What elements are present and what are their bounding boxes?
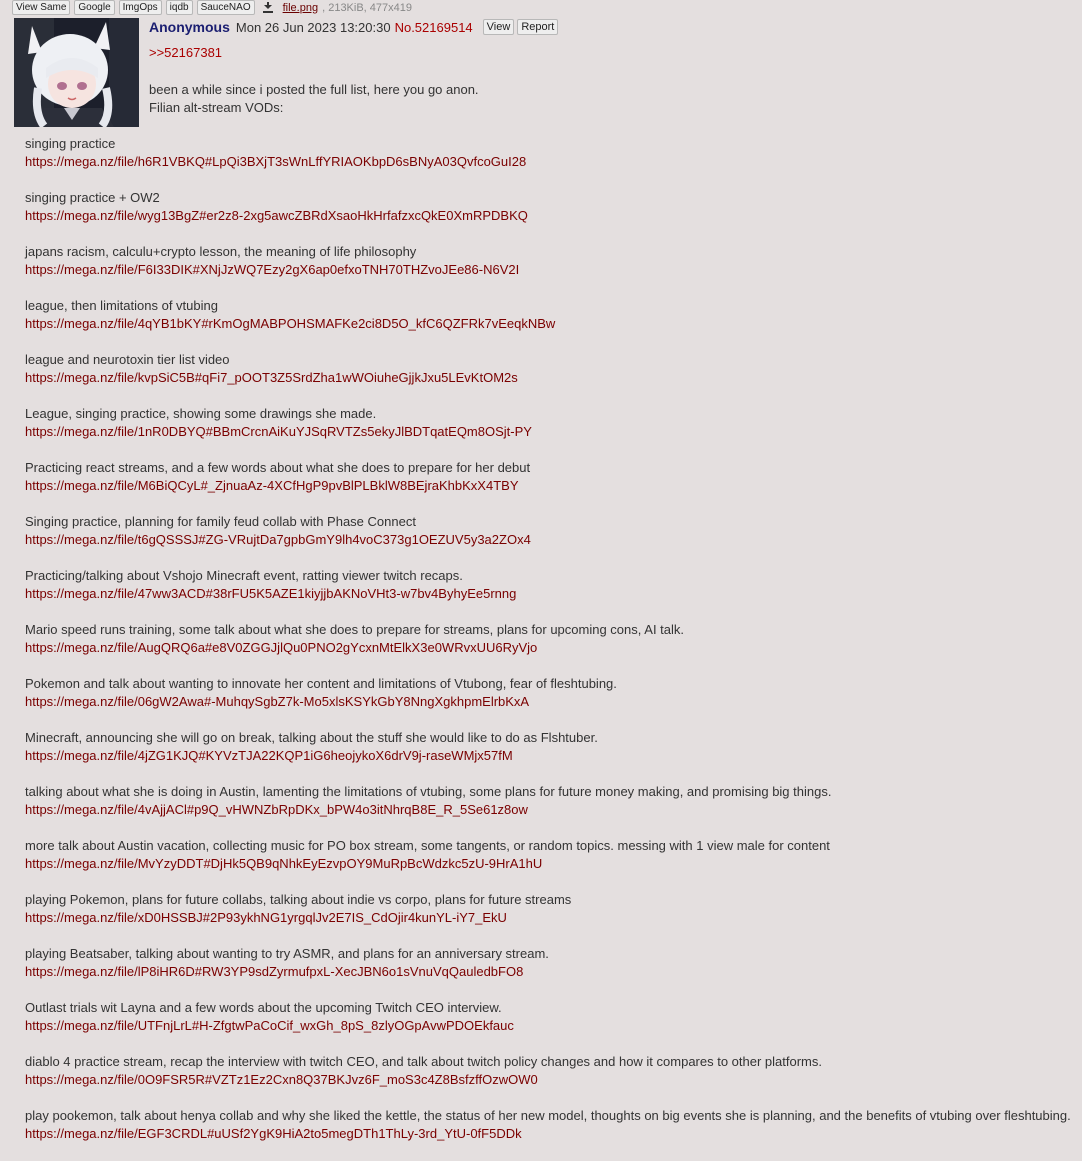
vod-description: Outlast trials wit Layna and a few words about the upcoming Twitch CEO interview. <box>25 1000 502 1015</box>
list-item <box>25 1053 1080 1107</box>
vod-description: more talk about Austin vacation, collecting music for PO box stream, some tangents, or random topics. messing with 1 view male for content <box>25 838 830 853</box>
list-item <box>25 891 1080 945</box>
vod-description: Singing practice, planning for family feud collab with Phase Connect <box>25 514 416 529</box>
vod-description: japans racism, calculu+crypto lesson, the meaning of life philosophy <box>25 244 417 259</box>
vod-link[interactable]: https://mega.nz/file/47ww3ACD#38rFU5K5AZE1kiyjjbAKNoVHt3-w7bv4ByhyEe5rnng <box>25 586 517 601</box>
post-date: Mon 26 Jun 2023 13:20:30 <box>235 19 391 35</box>
list-item <box>25 837 1080 891</box>
vod-description: league and neurotoxin tier list video <box>25 352 230 367</box>
imgops-button[interactable]: ImgOps <box>119 0 162 15</box>
file-meta: , 213KiB, 477x419 <box>322 1 412 14</box>
view-same-button[interactable]: View Same <box>12 0 70 15</box>
list-item <box>25 513 1080 567</box>
vod-description: play pookemon, talk about henya collab and why she liked the kettle, the status of her new model, thoughts on big events she is planning, and the benefits of vtubing over fleshtubing. <box>25 1108 1071 1123</box>
file-name-link[interactable]: file.png <box>282 1 319 14</box>
intro-line: Filian alt-stream VODs: <box>149 100 284 115</box>
post-intro <box>149 81 479 117</box>
vod-description: league, then limitations of vtubing <box>25 298 218 313</box>
list-item <box>25 189 1080 243</box>
report-button[interactable]: Report <box>517 19 558 35</box>
list-item <box>25 675 1080 729</box>
list-item <box>25 135 1080 189</box>
list-item <box>25 1107 1080 1161</box>
vod-description: Practicing/talking about Vshojo Minecraft event, ratting viewer twitch recaps. <box>25 568 463 583</box>
vod-link[interactable]: https://mega.nz/file/06gW2Awa#-MuhqySgbZ7k-Mo5xlsKSYkGbY8NngXgkhpmElrbKxA <box>25 694 530 709</box>
vod-description: Mario speed runs training, some talk about what she does to prepare for streams, plans for upcoming cons, AI talk. <box>25 622 685 637</box>
list-item <box>25 351 1080 405</box>
iqdb-button[interactable]: iqdb <box>166 0 193 15</box>
vod-link[interactable]: https://mega.nz/file/EGF3CRDL#uUSf2YgK9HiA2to5megDTh1ThLy-3rd_YtU-0fF5DDk <box>25 1126 522 1141</box>
list-item <box>25 945 1080 999</box>
anime-girl-thumbnail-icon <box>14 18 139 127</box>
vod-description: Practicing react streams, and a few words about what she does to prepare for her debut <box>25 460 531 475</box>
google-button[interactable]: Google <box>74 0 114 15</box>
list-item <box>25 459 1080 513</box>
post-number[interactable]: No.52169514 <box>394 19 473 35</box>
list-item <box>25 999 1080 1053</box>
vod-description: League, singing practice, showing some drawings she made. <box>25 406 377 421</box>
vod-link[interactable]: https://mega.nz/file/h6R1VBKQ#LpQi3BXjT3sWnLffYRIAOKbpD6sBNyA03QvfcoGuI28 <box>25 154 527 169</box>
list-item <box>25 297 1080 351</box>
post-thumbnail[interactable] <box>14 18 139 127</box>
vod-list <box>25 135 1080 1161</box>
quote-link[interactable]: >>52167381 <box>149 45 223 60</box>
list-item <box>25 405 1080 459</box>
vod-link[interactable]: https://mega.nz/file/t6gQSSSJ#ZG-VRujtDa7gpbGmY9lh4voC373g1OEZUV5y3a2ZOx4 <box>25 532 531 547</box>
post-header <box>149 19 561 35</box>
vod-link[interactable]: https://mega.nz/file/4qYB1bKY#rKmOgMABPOHSMAFKe2ci8D5O_kfC6QZFRk7vEeqkNBw <box>25 316 556 331</box>
vod-description: Pokemon and talk about wanting to innovate her content and limitations of Vtubong, fear of fleshtubing. <box>25 676 617 691</box>
saucenao-button[interactable]: SauceNAO <box>197 0 255 15</box>
vod-link[interactable]: https://mega.nz/file/4jZG1KJQ#KYVzTJA22KQP1iG6heojykoX6drV9j-raseWMjx57fM <box>25 748 513 763</box>
vod-link[interactable]: https://mega.nz/file/4vAjjACl#p9Q_vHWNZbRpDKx_bPW4o3itNhrqB8E_R_5Se61z8ow <box>25 802 528 817</box>
download-icon[interactable] <box>263 2 273 13</box>
vod-link[interactable]: https://mega.nz/file/AugQRQ6a#e8V0ZGGJjlQu0PNO2gYcxnMtElkX3e0WRvxUU6RyVjo <box>25 640 538 655</box>
vod-link[interactable]: https://mega.nz/file/1nR0DBYQ#BBmCrcnAiKuYJSqRVTZs5ekyJlBDTqatEQm8OSjt-PY <box>25 424 532 439</box>
vod-description: singing practice <box>25 136 116 151</box>
list-item <box>25 729 1080 783</box>
view-button[interactable]: View <box>483 19 515 35</box>
vod-link[interactable]: https://mega.nz/file/M6BiQCyL#_ZjnuaAz-4XCfHgP9pvBlPLBklW8BEjraKhbKxX4TBY <box>25 478 519 493</box>
vod-description: talking about what she is doing in Austin, lamenting the limitations of vtubing, some plans for future money making, and promising big things. <box>25 784 832 799</box>
list-item <box>25 567 1080 621</box>
vod-link[interactable]: https://mega.nz/file/kvpSiC5B#qFi7_pOOT3Z5SrdZha1wWOiuheGjjkJxu5LEvKtOM2s <box>25 370 518 385</box>
vod-description: diablo 4 practice stream, recap the interview with twitch CEO, and talk about twitch policy changes and how it compares to other platforms. <box>25 1054 822 1069</box>
list-item <box>25 243 1080 297</box>
vod-link[interactable]: https://mega.nz/file/xD0HSSBJ#2P93ykhNG1yrgqlJv2E7IS_CdOjir4kunYL-iY7_EkU <box>25 910 507 925</box>
vod-description: singing practice + OW2 <box>25 190 160 205</box>
list-item <box>25 783 1080 837</box>
poster-name: Anonymous <box>149 19 230 35</box>
vod-link[interactable]: https://mega.nz/file/0O9FSR5R#VZTz1Ez2Cxn8Q37BKJvz6F_moS3c4Z8BsfzffOzwOW0 <box>25 1072 538 1087</box>
image-search-toolbar <box>12 0 412 15</box>
vod-link[interactable]: https://mega.nz/file/lP8iHR6D#RW3YP9sdZyrmufpxL-XecJBN6o1sVnuVqQauledbFO8 <box>25 964 524 979</box>
intro-line: been a while since i posted the full list, here you go anon. <box>149 82 479 97</box>
list-item <box>25 621 1080 675</box>
vod-description: Minecraft, announcing she will go on break, talking about the stuff she would like to do as Flshtuber. <box>25 730 598 745</box>
vod-link[interactable]: https://mega.nz/file/UTFnjLrL#H-ZfgtwPaCoCif_wxGh_8pS_8zlyOGpAvwPDOEkfauc <box>25 1018 514 1033</box>
vod-link[interactable]: https://mega.nz/file/wyg13BgZ#er2z8-2xg5awcZBRdXsaoHkHrfafzxcQkE0XmRPDBKQ <box>25 208 528 223</box>
vod-link[interactable]: https://mega.nz/file/F6I33DIK#XNjJzWQ7Ezy2gX6ap0efxoTNH70THZvoJEe86-N6V2I <box>25 262 520 277</box>
vod-description: playing Pokemon, plans for future collabs, talking about indie vs corpo, plans for future streams <box>25 892 572 907</box>
vod-description: playing Beatsaber, talking about wanting to try ASMR, and plans for an anniversary stream. <box>25 946 549 961</box>
vod-link[interactable]: https://mega.nz/file/MvYzyDDT#DjHk5QB9qNhkEyEzvpOY9MuRpBcWdzkc5zU-9HrA1hU <box>25 856 543 871</box>
